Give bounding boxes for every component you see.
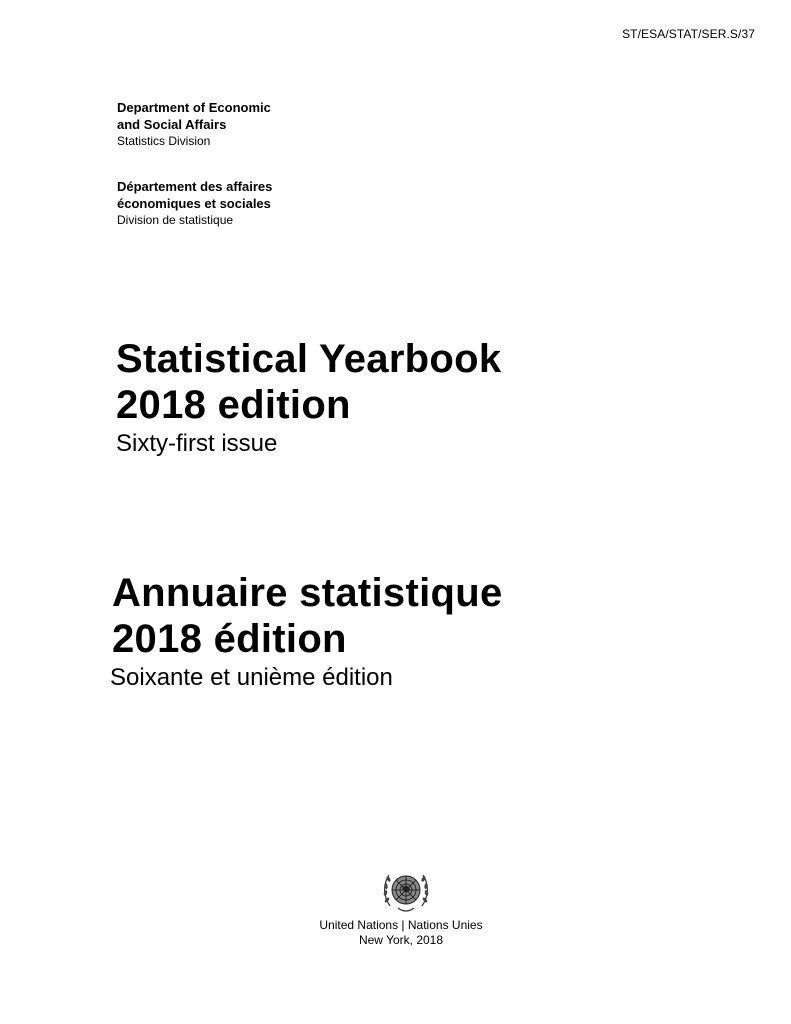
department-fr-line1: Département des affaires xyxy=(117,179,273,194)
department-fr xyxy=(117,178,272,229)
footer xyxy=(251,918,551,948)
issue-fr: Soixante et unième édition xyxy=(110,664,393,691)
place-year: New York, 2018 xyxy=(358,933,444,947)
department-en-line2: and Social Affairs xyxy=(117,117,227,132)
department-fr-division: Division de statistique xyxy=(117,213,234,227)
edition-en: 2018 edition xyxy=(116,383,351,427)
department-fr-line2: économiques et sociales xyxy=(117,196,271,211)
department-en xyxy=(117,99,271,150)
title-block-en xyxy=(116,336,501,458)
department-en-line1: Department of Economic xyxy=(117,100,271,115)
title-fr: Annuaire statistique xyxy=(112,571,503,615)
edition-fr: 2018 édition xyxy=(112,617,347,661)
title-en: Statistical Yearbook xyxy=(116,337,502,381)
issue-en: Sixty-first issue xyxy=(116,430,278,457)
department-en-division: Statistics Division xyxy=(117,134,211,148)
un-emblem-icon xyxy=(380,866,432,918)
publisher: United Nations | Nations Unies xyxy=(319,918,483,932)
title-block-fr xyxy=(112,570,503,692)
document-code: ST/ESA/STAT/SER.S/37 xyxy=(622,27,755,41)
